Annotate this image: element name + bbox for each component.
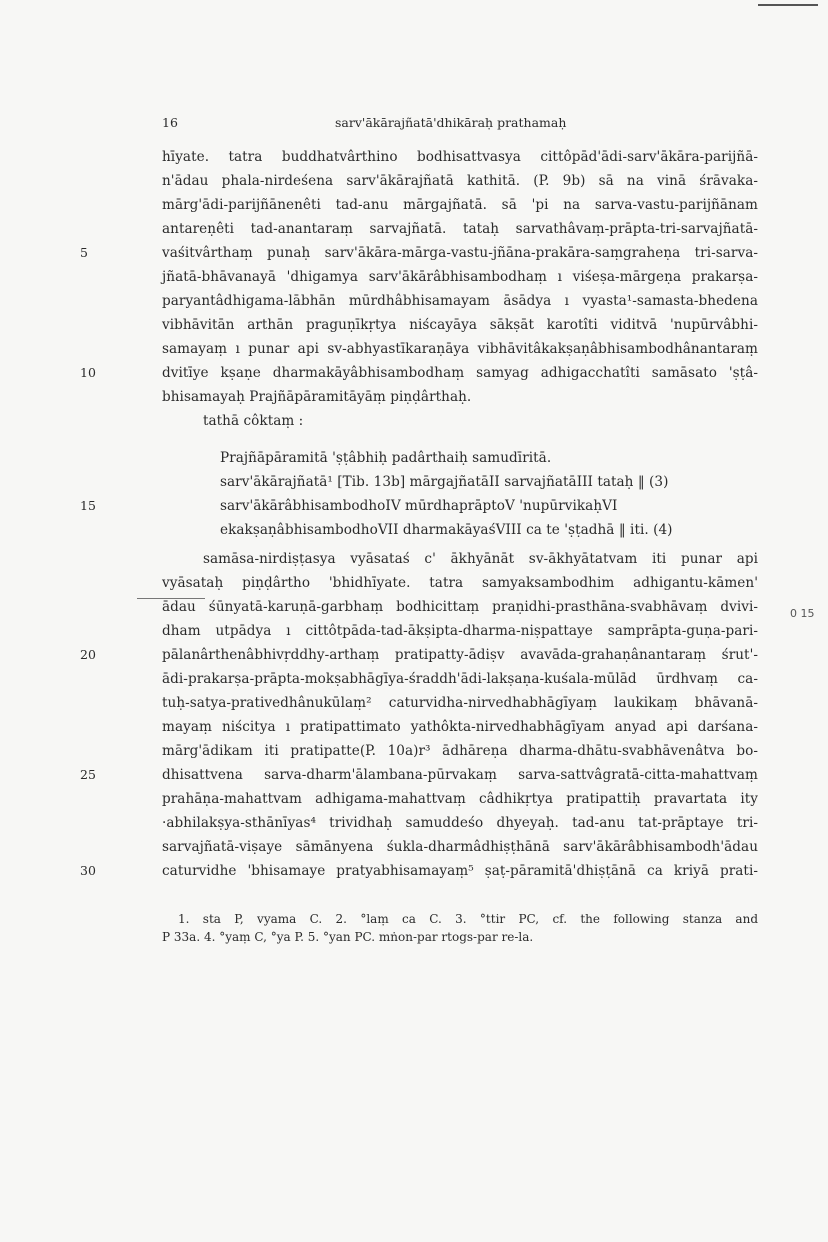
body-line: vyāsataḥ piṇḍârtho 'bhidhīyate. tatra samyaksambodhim adhigantu-kāmen' [162,575,758,591]
body-line: ādau śūnyatā-karuṇā-garbhaṃ bodhicittaṃ praṇidhi-prasthāna-svabhāvaṃ dvivi- [162,599,758,615]
body-line: pālanârthenâbhivṛddhy-arthaṃ pratipatty-ādiṣv avavāda-grahaṇânantaraṃ śrut'- [162,647,758,663]
line-number: 20 [80,647,96,662]
verse-line: ekakṣaṇâbhisambodhoVII dharmakāyaśVIII ca te 'ṣṭadhā ‖ iti. (4) [220,522,673,538]
running-title: sarv'ākārajñatā'dhikāraḥ prathamaḥ [335,115,567,130]
body-line: samayaṃ ı punar api sv-abhyastīkaraṇāya vibhāvitâkakṣaṇâbhisambodhânantaraṃ [162,341,758,357]
line-number: 5 [80,245,88,260]
line-number: 10 [80,365,96,380]
footnote-line: 1. sta P, vyama C. 2. °laṃ ca C. 3. °ttir PC, cf. the following stanza and [178,912,758,926]
verse-line: Prajñāpāramitā 'ṣṭâbhiḥ padârthaiḥ samudīritā. [220,450,552,466]
body-line: ·abhilakṣya-sthānīyas⁴ trividhaḥ samuddeśo dhyeyaḥ. tad-anu tat-prāptaye tri- [162,815,758,831]
body-line: samāsa-nirdiṣṭasya vyāsataś c' ākhyānāt sv-ākhyātatvam iti punar api [203,551,758,567]
body-line: antareṇêti tad-anantaraṃ sarvajñatā. tataḥ sarvathâvaṃ-prāpta-tri-sarvajñatā- [162,221,758,237]
body-line: vibhāvitān arthān praguṇīkṛtya niścayāya sākṣāt karotîti viditvā 'nupūrvâbhi- [162,317,758,333]
body-line: sarvajñatā-viṣaye sāmānyena śukla-dharmâdhiṣṭhānā sarv'ākārâbhisambodh'ādau [162,839,758,855]
line-number: 25 [80,767,96,782]
body-line: prahāṇa-mahattvam adhigama-mahattvaṃ câdhikṛtya pratipattiḥ pravartata ity [162,791,758,807]
body-line: dvitīye kṣaṇe dharmakāyâbhisambodhaṃ samyag adhigacchatîti samāsato 'ṣṭâ- [162,365,758,381]
running-head [0,115,828,135]
verse-intro: tathā côktaṃ : [203,413,304,429]
body-line: paryantâdhigama-lābhān mūrdhâbhisamayam āsādya ı vyasta¹-samasta-bhedena [162,293,758,309]
body-line: mayaṃ niścitya ı pratipattimato yathôkta-nirvedhabhāgīyam anyad api darśana- [162,719,758,735]
body-line: mārg'ādi-parijñānenêti tad-anu mārgajñatā. sā 'pi na sarva-vastu-parijñānam [162,197,758,213]
verse-line: sarv'ākārâbhisambodhoIV mūrdhaprāptoV 'nupūrvikaḥVI [220,498,618,514]
body-line: tuḥ-satya-prativedhânukūlaṃ² caturvidha-nirvedhabhāgīyaṃ laukikaṃ bhāvanā- [162,695,758,711]
page-number: 16 [162,115,178,130]
body-line: dhisattvena sarva-dharm'ālambana-pūrvakaṃ sarva-sattvâgratā-citta-mahattvaṃ [162,767,758,783]
body-line: ādi-prakarṣa-prāpta-mokṣabhāgīya-śraddh'ādi-lakṣaṇa-kuśala-mūlād ūrdhvaṃ ca- [162,671,758,687]
body-line: mārg'ādikam iti pratipatte(P. 10a)r³ ādhāreṇa dharma-dhātu-svabhāvenâtva bo- [162,743,758,759]
margin-note: 0 15 [790,607,815,620]
body-line: hīyate. tatra buddhatvârthino bodhisattvasya cittôpād'ādi-sarv'ākāra-parijñā- [162,149,758,165]
footnote-line: P 33a. 4. °yaṃ C, °ya P. 5. °yan PC. mṅon-par rtogs-par re-la. [162,930,534,944]
verse-line: sarv'ākārajñatā¹ [Tib. 13b] mārgajñatāII sarvajñatāIII tataḥ ‖ (3) [220,474,669,490]
line-number: 30 [80,863,96,878]
body-line: n'ādau phala-nirdeśena sarv'ākārajñatā kathitā. (P. 9b) sā na vinā śrāvaka- [162,173,758,189]
body-line: caturvidhe 'bhisamaye pratyabhisamayaṃ⁵ ṣaṭ-pāramitā'dhiṣṭānā ca kriyā prati- [162,863,758,879]
corner-rule [758,4,818,6]
body-line: vaśitvârthaṃ punaḥ sarv'ākāra-mārga-vastu-jñāna-prakāra-saṃgraheṇa tri-sarva- [162,245,758,261]
body-line: dham utpādya ı cittôtpāda-tad-ākṣipta-dharma-niṣpattaye samprāpta-guṇa-pari- [162,623,758,639]
body-line: jñatā-bhāvanayā 'dhigamya sarv'ākārâbhisambodhaṃ ı viśeṣa-mārgeṇa prakarṣa- [162,269,758,285]
line-number: 15 [80,498,96,513]
body-line: bhisamayaḥ Prajñāpāramitāyāṃ piṇḍârthaḥ. [162,389,472,405]
